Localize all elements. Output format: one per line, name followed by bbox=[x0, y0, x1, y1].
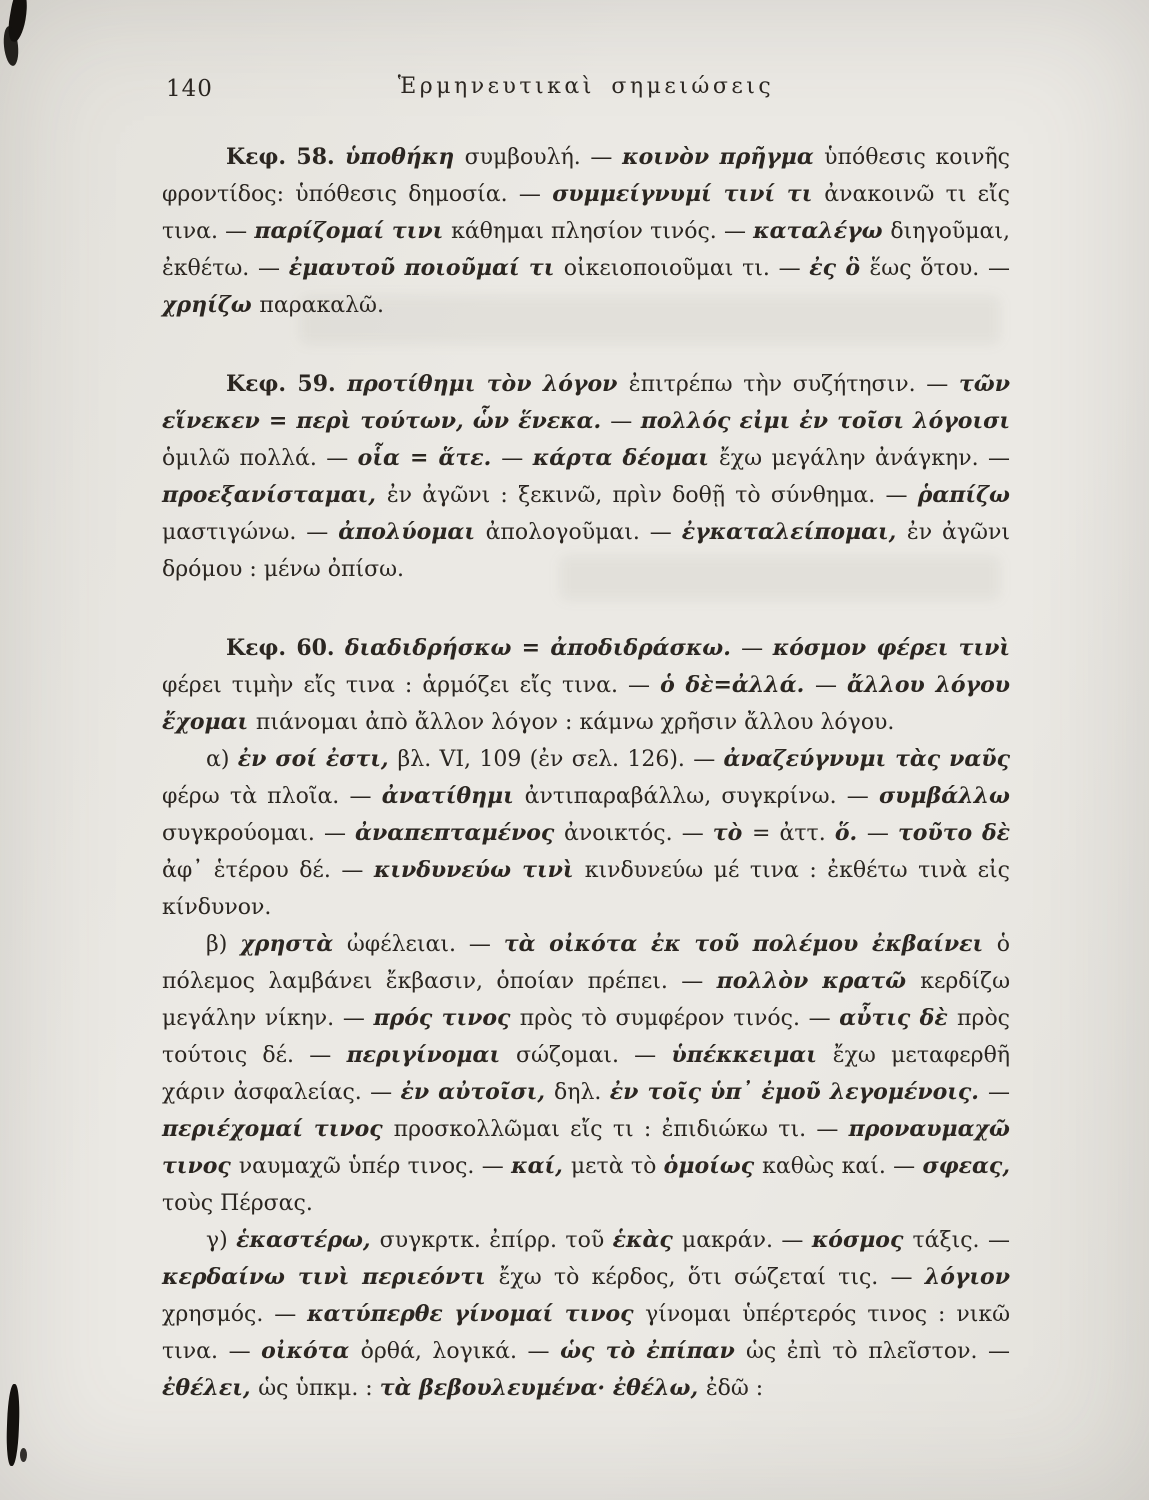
gloss-text: ὡς ὑπκμ. : bbox=[258, 1376, 380, 1401]
gloss-text: ὁμιλῶ πολλά. — bbox=[162, 446, 358, 471]
page-number: 140 bbox=[166, 76, 213, 102]
lemma-text: πρός τινος bbox=[373, 1005, 520, 1031]
gloss-text: μαστιγώνω. — bbox=[162, 520, 339, 545]
gloss-text: ἐδῶ : bbox=[705, 1376, 764, 1401]
paragraph-kef-59 bbox=[162, 366, 1010, 588]
lemma-text: τὰ βεβουλευμένα· ἐθέλω, bbox=[379, 1375, 706, 1401]
lemma-text: πολλός εἰμι ἐν τοῖσι λόγοισι bbox=[640, 408, 1010, 434]
lemma-text: περιγίνομαι bbox=[346, 1042, 517, 1068]
gloss-text: συγκρτκ. ἐπίρρ. τοῦ bbox=[379, 1228, 613, 1253]
gloss-text: μακράν. — bbox=[681, 1228, 812, 1253]
lemma-text: χρηστὰ bbox=[240, 931, 347, 957]
lemma-text: ἐν τοῖς ὑπ᾽ ἐμοῦ λεγομένοις. bbox=[609, 1079, 988, 1105]
gloss-text: ὠφέλειαι. — bbox=[346, 932, 504, 957]
gloss-text: παρακαλῶ. bbox=[259, 293, 384, 318]
gloss-text: κερδίζω μεγάλην νίκην. — bbox=[162, 969, 1011, 1031]
lemma-text: συμβάλλω bbox=[879, 783, 1010, 809]
gloss-text: ἀνοικτός. — bbox=[564, 821, 713, 846]
gloss-text: συμβουλή. — bbox=[464, 145, 623, 170]
lemma-text: σφεας, bbox=[922, 1153, 1010, 1179]
lemma-text: ἀναπεπταμένος bbox=[355, 820, 565, 846]
gloss-text: φέρει τιμὴν εἴς τινα : ἁρμόζει εἴς τινα. — bbox=[162, 673, 661, 698]
lemma-text: χρηίζω bbox=[162, 292, 260, 318]
gloss-text: β) bbox=[206, 932, 241, 957]
gloss-text: ὡς ἐπὶ τὸ πλεῖστον. — bbox=[745, 1339, 1010, 1364]
gloss-text: = ἀττ. bbox=[752, 821, 835, 846]
lemma-text: τοῦτο δὲ bbox=[898, 820, 1011, 846]
gloss-text: καθὼς καί. — bbox=[762, 1154, 923, 1179]
lemma-text: ῥαπίζω bbox=[917, 482, 1010, 508]
gloss-text: γίνομαι ὑπέρτερός τινος : νικῶ τινα. — bbox=[162, 1302, 1011, 1364]
page-header bbox=[160, 74, 1012, 106]
gloss-text: — bbox=[866, 821, 898, 846]
gloss-text: ὑπόθεσις κοινῆς φροντίδος: ὑπόθεσις δημοσία. — bbox=[162, 145, 1010, 207]
gloss-text: φέρω τὰ πλοῖα. — bbox=[162, 784, 382, 809]
lemma-text: οἰκότα bbox=[261, 1338, 361, 1364]
lemma-text: λόγιον bbox=[924, 1264, 1010, 1290]
gloss-text: κινδυνεύω μέ τινα : ἐκθέτω τινὰ εἰς κίνδυνον. bbox=[162, 858, 1010, 920]
lemma-text: ὡς τὸ ἐπίπαν bbox=[560, 1338, 746, 1364]
lemma-text: ἐμαυτοῦ ποιοῦμαί τι bbox=[288, 255, 564, 281]
lemma-text: ὅ. bbox=[834, 820, 867, 846]
gloss-text: α) bbox=[206, 747, 238, 772]
lemma-text: ὁμοίως bbox=[663, 1153, 763, 1179]
paragraph-kef-60 bbox=[162, 630, 1010, 741]
text-block bbox=[162, 139, 1010, 1407]
gloss-text: — bbox=[741, 636, 773, 661]
lemma-text: ἐν αὐτοῖσι, bbox=[400, 1079, 555, 1105]
paragraph-alpha bbox=[162, 741, 1010, 926]
lemma-text: καταλέγω bbox=[753, 218, 891, 244]
paragraph-beta bbox=[162, 926, 1010, 1222]
lemma-text: τὰ οἰκότα ἐκ τοῦ πολέμου ἐκβαίνει bbox=[503, 931, 997, 957]
lemma-text: ὑπέκκειμαι bbox=[671, 1042, 833, 1068]
lemma-text: περιέχομαί τινος bbox=[162, 1116, 394, 1142]
gloss-text: μετὰ τὸ bbox=[570, 1154, 664, 1179]
lemma-text: κοινὸν πρῆγμα bbox=[622, 144, 825, 170]
gloss-text: ναυμαχῶ ὑπέρ τινος. — bbox=[238, 1154, 512, 1179]
gloss-text: διηγοῦμαι, ἐκθέτω. — bbox=[162, 219, 1010, 281]
lemma-text: καί, bbox=[511, 1153, 571, 1179]
lemma-text: ἐς ὃ bbox=[809, 255, 870, 281]
lemma-text: συμμείγνυμί τινί τι bbox=[552, 181, 825, 207]
lemma-text: προεξανίσταμαι, bbox=[162, 482, 387, 508]
gloss-text: προσκολλῶμαι εἴς τι : ἐπιδιώκω τι. — bbox=[393, 1117, 849, 1142]
gloss-text: ἐν ἀγῶνι δρόμου : μένω ὀπίσω. bbox=[162, 520, 1010, 582]
gloss-text: δηλ. bbox=[554, 1080, 610, 1105]
lemma-text: ἑκὰς bbox=[612, 1227, 682, 1253]
gloss-text: — bbox=[610, 409, 641, 434]
gloss-text: κάθημαι πλησίον τινός. — bbox=[451, 219, 754, 244]
lemma-text: κόσμος bbox=[811, 1227, 913, 1253]
lemma-text: ὑποθήκη bbox=[345, 144, 465, 170]
lemma-text: ἐγκαταλείπομαι, bbox=[681, 519, 907, 545]
lemma-text: τὸ bbox=[712, 820, 753, 846]
gloss-text: ἔχω μεταφερθῆ χάριν ἀσφαλείας. — bbox=[162, 1043, 1011, 1105]
lemma-text: κερδαίνω τινὶ περιεόντι bbox=[162, 1264, 499, 1290]
gloss-text: — bbox=[501, 446, 533, 471]
lemma-text: ἀναζεύγνυμι τὰς ναῦς bbox=[723, 746, 1011, 772]
gloss-text: ἐν ἀγῶνι : ξεκινῶ, πρὶν δοθῇ τὸ σύνθημα. — bbox=[386, 483, 918, 508]
lemma-text: ἀνατίθημι bbox=[381, 783, 525, 809]
gloss-text: σώζομαι. — bbox=[516, 1043, 672, 1068]
gloss-text: βλ. VI, 109 (ἐν σελ. 126). — bbox=[397, 747, 724, 772]
gloss-text: γ) bbox=[206, 1228, 237, 1253]
gloss-text: τοὺς Πέρσας. bbox=[162, 1191, 313, 1216]
gloss-text: — bbox=[988, 1080, 1010, 1105]
lemma-text: ἀπολύομαι bbox=[338, 519, 486, 545]
gloss-text: — bbox=[815, 673, 848, 698]
lemma-text: διαδιδρήσκω = ἀποδιδράσκω. bbox=[344, 635, 742, 661]
lemma-text: κόσμον φέρει τινὶ bbox=[772, 635, 1010, 661]
chapter-label: Κεφ. 58. bbox=[226, 144, 346, 170]
lemma-text: τῶν εἵνεκεν = περὶ τούτων, ὧν ἕνεκα. bbox=[162, 371, 1010, 434]
lemma-text: οἷα = ἅτε. bbox=[357, 445, 502, 471]
lemma-text: πολλὸν κρατῶ bbox=[716, 968, 921, 994]
gloss-text: πιάνομαι ἀπὸ ἄλλον λόγον : κάμνω χρῆσιν ἄλλου λόγου. bbox=[255, 710, 895, 735]
gloss-text: τάξις. — bbox=[912, 1228, 1010, 1253]
gloss-text: ἐπιτρέπω τὴν συζήτησιν. — bbox=[628, 372, 959, 397]
lemma-text: ἐθέλει, bbox=[162, 1375, 259, 1401]
lemma-text: κάρτα δέομαι bbox=[532, 445, 719, 471]
gloss-text: ἔχω μεγάλην ἀνάγκην. — bbox=[719, 446, 1010, 471]
lemma-text: παρίζομαί τινι bbox=[254, 218, 452, 244]
gloss-text: ὁ πόλεμος λαμβάνει ἔκβασιν, ὁποίαν πρέπει. — bbox=[162, 932, 1011, 994]
gloss-text: ἀντιπαραβάλλω, συγκρίνω. — bbox=[524, 784, 880, 809]
gloss-text: ἀφ᾽ ἑτέρου δέ. — bbox=[162, 858, 374, 883]
gloss-text: ἕως ὅτου. — bbox=[869, 256, 1010, 281]
gloss-text: ὀρθά, λογικά. — bbox=[360, 1339, 561, 1364]
chapter-label: Κεφ. 59. bbox=[226, 371, 348, 397]
chapter-label: Κεφ. 60. bbox=[226, 635, 345, 661]
scan-artifact-bottom-left-dot bbox=[20, 1448, 27, 1462]
lemma-text: ἑκαστέρω, bbox=[236, 1227, 380, 1253]
gloss-text: ἀπολογοῦμαι. — bbox=[485, 520, 682, 545]
gloss-text: πρὸς τὸ συμφέρον τινός. — bbox=[519, 1006, 840, 1031]
gloss-text: χρησμός. — bbox=[162, 1302, 308, 1327]
running-title: Ἑρμηνευτικαὶ σημειώσεις bbox=[397, 74, 775, 99]
gloss-text: συγκρούομαι. — bbox=[162, 821, 356, 846]
lemma-text: ἐν σοί ἐστι, bbox=[237, 746, 398, 772]
lemma-text: αὖτις δὲ bbox=[839, 1005, 958, 1031]
lemma-text: ὁ δὲ=ἀλλά. bbox=[660, 672, 815, 698]
gloss-text: πρὸς τούτοις δέ. — bbox=[162, 1006, 1011, 1068]
paragraph-gamma bbox=[162, 1222, 1010, 1407]
lemma-text: κινδυνεύω τινὶ bbox=[373, 857, 585, 883]
gloss-text: οἰκειοποιοῦμαι τι. — bbox=[563, 256, 810, 281]
gloss-text: ἔχω τὸ κέρδος, ὅτι σώζεταί τις. — bbox=[498, 1265, 925, 1290]
lemma-text: προναυμαχῶ τινος bbox=[162, 1116, 1010, 1179]
gloss-text: ἀνακοινῶ τι εἴς τινα. — bbox=[162, 182, 1010, 244]
lemma-text: ἄλλου λόγου ἔχομαι bbox=[162, 672, 1011, 735]
lemma-text: προτίθημι τὸν λόγον bbox=[347, 371, 629, 397]
paragraph-kef-58 bbox=[162, 139, 1010, 324]
lemma-text: κατύπερθε γίνομαί τινος bbox=[307, 1301, 646, 1327]
scan-artifact-bottom-left bbox=[6, 1384, 21, 1466]
